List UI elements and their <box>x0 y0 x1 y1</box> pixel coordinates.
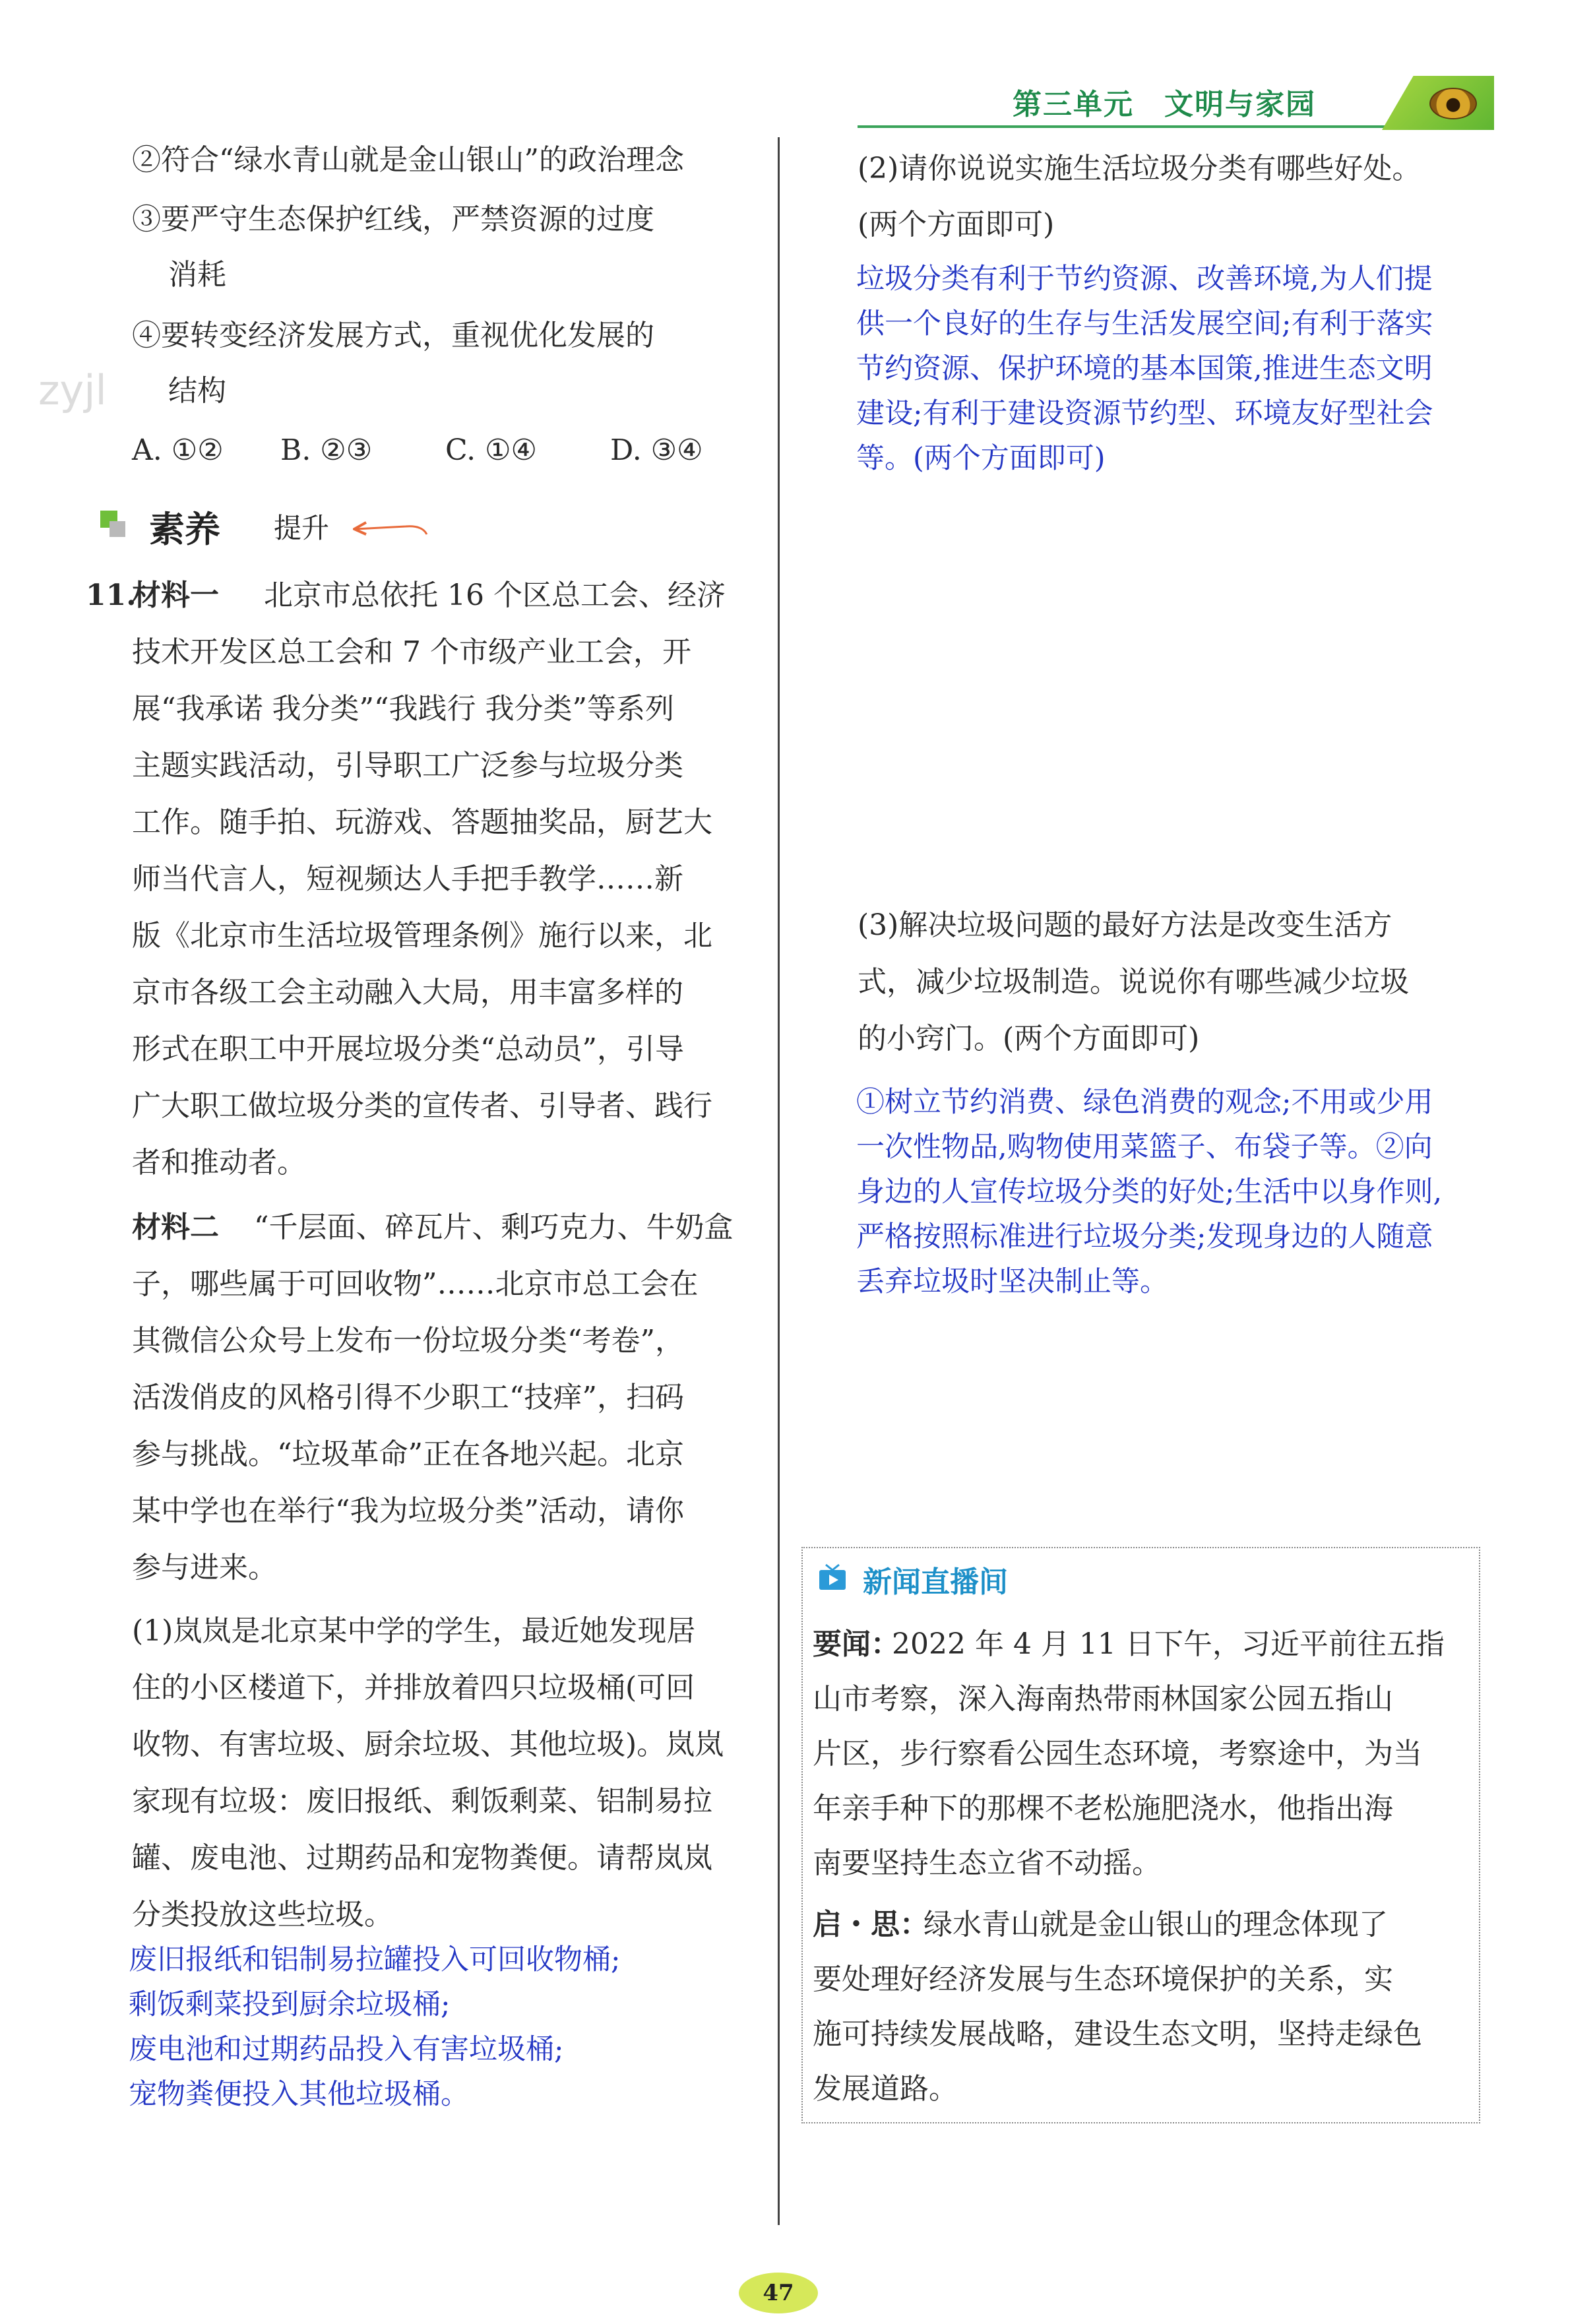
watermark: zyjl <box>38 366 107 414</box>
question-3-line: (3)解决垃圾问题的最好方法是改变生活方 <box>858 908 1392 942</box>
tv-icon <box>818 1563 847 1592</box>
eye-logo-icon <box>1429 88 1477 119</box>
news-yw-line: 山市考察，深入海南热带雨林国家公园五指山 <box>813 1682 1393 1716</box>
section-main: 素养 <box>149 508 220 550</box>
choice-a: A. ①② <box>132 433 224 467</box>
unit-label: 第三单元 <box>1013 88 1134 121</box>
material-1-line: 广大职工做垃圾分类的宣传者、引导者、践行 <box>132 1089 712 1123</box>
option-line: 消耗 <box>168 258 226 292</box>
news-qs-line: 要处理好经济发展与生态环境保护的关系，实 <box>813 1963 1393 1996</box>
question-1-line: (1)岚岚是北京某中学的学生，最近她发现居 <box>132 1614 696 1648</box>
arrow-icon <box>353 515 439 540</box>
choice-d: D. ③④ <box>610 433 703 467</box>
question-1-line: 家现有垃圾：废旧报纸、剩饭剩菜、铝制易拉 <box>132 1784 712 1818</box>
material-2-line: 某中学也在举行“我为垃圾分类”活动，请你 <box>132 1494 684 1528</box>
question-number: 11. <box>86 579 137 612</box>
material-1-label: 材料一 <box>132 579 219 612</box>
section-sub: 提升 <box>274 512 330 544</box>
option-line: ④要转变经济发展方式，重视优化发展的 <box>132 319 654 352</box>
option-line: ③要严守生态保护红线，严禁资源的过度 <box>132 203 654 236</box>
choice-b: B. ②③ <box>280 433 373 467</box>
material-1-line: 师当代言人，短视频达人手把手教学……新 <box>132 862 683 896</box>
material-2-line: 活泼俏皮的风格引得不少职工“技痒”，扫码 <box>132 1381 684 1414</box>
page-number: 47 <box>739 2273 818 2313</box>
material-1-line: 主题实践活动，引导职工广泛参与垃圾分类 <box>132 749 683 782</box>
answer-2-line: 供一个良好的生存与生活发展空间;有利于落实 <box>856 307 1433 340</box>
answer-1-line: 废电池和过期药品投入有害垃圾桶; <box>129 2033 564 2066</box>
news-yw-line: 南要坚持生态立省不动摇。 <box>813 1846 1161 1880</box>
news-title: 新闻直播间 <box>863 1565 1008 1599</box>
square-icon <box>109 521 125 537</box>
answer-2-line: 垃圾分类有利于节约资源、改善环境,为人们提 <box>856 263 1433 296</box>
option-line: 结构 <box>168 374 226 408</box>
news-qs-line: 绿水青山就是金山银山的理念体现了 <box>923 1908 1388 1941</box>
column-divider <box>778 137 780 2225</box>
answer-2-line: 建设;有利于建设资源节约型、环境友好型社会 <box>856 397 1433 430</box>
question-3-line: 式，减少垃圾制造。说说你有哪些减少垃圾 <box>858 965 1409 999</box>
material-2-line: 子，哪些属于可回收物”……北京市总工会在 <box>132 1267 699 1301</box>
material-2-line: 参与进来。 <box>132 1551 277 1585</box>
answer-1-line: 剩饭剩菜投到厨余垃圾桶; <box>129 1988 451 2021</box>
option-line: ②符合“绿水青山就是金山银山”的政治理念 <box>132 143 684 177</box>
news-qs-line: 施可持续发展战略，建设生态文明，坚持走绿色 <box>813 2017 1422 2051</box>
answer-3-line: 严格按照标准进行垃圾分类;发现身边的人随意 <box>856 1220 1433 1253</box>
news-qs-label: 启・思： <box>813 1908 929 1941</box>
choice-c: C. ①④ <box>445 433 537 467</box>
answer-2-line: 等。(两个方面即可) <box>856 442 1106 475</box>
news-yw-line: 年亲手种下的那棵不老松施肥浇水，他指出海 <box>813 1792 1393 1825</box>
material-1-line: 版《北京市生活垃圾管理条例》施行以来，北 <box>132 919 712 953</box>
news-yw-line: 2022 年 4 月 11 日下午，习近平前往五指 <box>892 1627 1445 1661</box>
material-2-line: 参与挑战。“垃圾革命”正在各地兴起。北京 <box>132 1437 684 1471</box>
material-1-line: 者和推动者。 <box>132 1146 306 1179</box>
material-1-line: 京市各级工会主动融入大局，用丰富多样的 <box>132 976 683 1009</box>
news-yw-label: 要闻： <box>813 1627 900 1661</box>
unit-name: 文明与家园 <box>1164 88 1316 121</box>
answer-3-line: 身边的人宣传垃圾分类的好处;生活中以身作则, <box>856 1176 1443 1209</box>
material-2-line: 其微信公众号上发布一份垃圾分类“考卷”， <box>132 1324 684 1358</box>
material-1-line: 工作。随手拍、玩游戏、答题抽奖品，厨艺大 <box>132 805 712 839</box>
news-yw-line: 片区，步行察看公园生态环境，考察途中，为当 <box>813 1737 1422 1771</box>
header-logo <box>1382 76 1494 130</box>
answer-3-line: ①树立节约消费、绿色消费的观念;不用或少用 <box>856 1086 1433 1119</box>
news-qs-line: 发展道路。 <box>813 2072 958 2106</box>
material-2-line: “千层面、碎瓦片、剩巧克力、牛奶盒 <box>254 1210 734 1244</box>
question-2-line: (两个方面即可) <box>858 208 1055 241</box>
header-rule <box>858 125 1385 128</box>
question-1-line: 住的小区楼道下，并排放着四只垃圾桶(可回 <box>132 1671 695 1705</box>
question-1-line: 分类投放这些垃圾。 <box>132 1898 393 1931</box>
question-1-line: 收物、有害垃圾、厨余垃圾、其他垃圾)。岚岚 <box>132 1728 724 1761</box>
question-2-line: (2)请你说说实施生活垃圾分类有哪些好处。 <box>858 152 1422 185</box>
question-3-line: 的小窍门。(两个方面即可) <box>858 1022 1200 1055</box>
material-1-line: 北京市总依托 16 个区总工会、经济 <box>264 579 726 612</box>
unit-title <box>1013 80 1316 123</box>
answer-2-line: 节约资源、保护环境的基本国策,推进生态文明 <box>856 352 1433 385</box>
question-1-line: 罐、废电池、过期药品和宠物粪便。请帮岚岚 <box>132 1841 712 1875</box>
material-2-label: 材料二 <box>132 1210 219 1244</box>
material-1-line: 技术开发区总工会和 7 个市级产业工会，开 <box>132 635 691 669</box>
material-1-line: 展“我承诺 我分类”“我践行 我分类”等系列 <box>132 692 674 726</box>
answer-1-line: 废旧报纸和铝制易拉罐投入可回收物桶; <box>129 1943 621 1976</box>
answer-3-line: 丢弃垃圾时坚决制止等。 <box>856 1265 1168 1298</box>
answer-3-line: 一次性物品,购物使用菜篮子、布袋子等。②向 <box>856 1131 1433 1164</box>
answer-1-line: 宠物粪便投入其他垃圾桶。 <box>129 2078 469 2111</box>
material-1-line: 形式在职工中开展垃圾分类“总动员”，引导 <box>132 1032 684 1066</box>
